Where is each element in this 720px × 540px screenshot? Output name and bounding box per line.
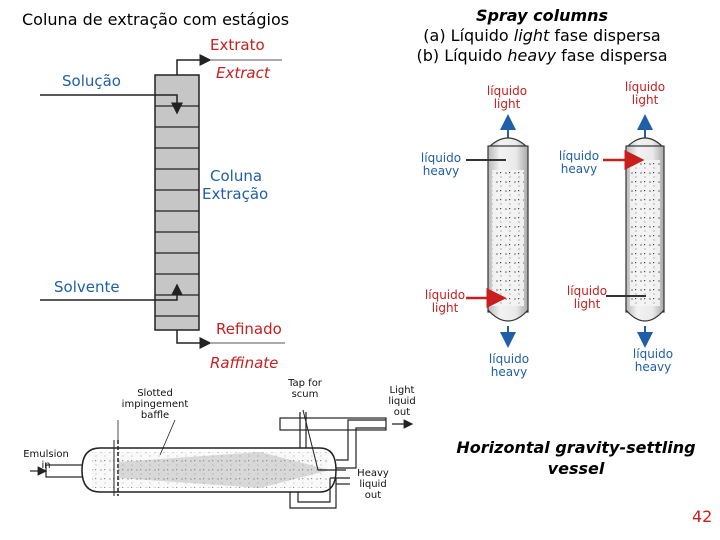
vessel-emulsion-label xyxy=(20,449,72,471)
spray-line-b-em: heavy xyxy=(507,46,557,65)
vessel-slotted-label xyxy=(118,388,192,421)
vessel-emulsion-l2: in xyxy=(41,460,51,471)
spray-line-a-post: fase dispersa xyxy=(549,26,661,45)
spray-line-a-em: light xyxy=(513,26,550,45)
vessel-emulsion-l1: Emulsion xyxy=(23,449,69,460)
label-refinado: Refinado xyxy=(216,320,282,338)
label-raffinate: Raffinate xyxy=(210,354,279,372)
left-title: Coluna de extração com estágios xyxy=(22,10,290,29)
spray-column-b xyxy=(603,116,664,346)
col-b-side-bot-label xyxy=(562,285,612,311)
vessel-light-l1: Light xyxy=(389,385,415,396)
col-a-bottom-l1: líquido xyxy=(488,352,530,366)
vessel-caption-l1: Horizontal gravity-settling xyxy=(456,438,696,457)
spray-title: Spray columns xyxy=(475,6,609,25)
page-number: 42 xyxy=(692,507,713,526)
vessel-light-l3: out xyxy=(393,407,411,418)
vessel-caption-l2: vessel xyxy=(547,459,605,478)
vessel-slotted-l3: baffle xyxy=(140,410,170,421)
col-a-side-top-l1: líquido xyxy=(420,151,462,165)
vessel-light-l2: liquid xyxy=(388,396,416,407)
label-coluna xyxy=(202,167,269,203)
label-coluna-l1: Coluna xyxy=(210,167,263,185)
col-a-side-top-label xyxy=(416,152,466,178)
spray-line-a-pre: (a) Líquido xyxy=(423,26,514,45)
col-a-top-l2: light xyxy=(493,97,521,111)
vessel-slotted-l1: Slotted xyxy=(137,388,173,399)
label-extract: Extract xyxy=(216,64,270,82)
col-a-side-top-l2: heavy xyxy=(422,164,460,178)
spray-line-a xyxy=(392,26,692,46)
col-b-side-top-l2: heavy xyxy=(560,162,598,176)
col-b-bottom-l2: heavy xyxy=(634,360,672,374)
col-a-side-bot-l1: líquido xyxy=(424,288,466,302)
spray-header xyxy=(392,6,692,66)
col-b-side-top-label xyxy=(554,150,604,176)
col-b-side-bot-l2: light xyxy=(573,297,601,311)
spray-line-b-pre: (b) Líquido xyxy=(416,46,508,65)
vessel-heavy-l3: out xyxy=(364,490,382,501)
label-extrato: Extrato xyxy=(210,36,265,54)
col-b-bottom-l1: líquido xyxy=(632,347,674,361)
label-solvente: Solvente xyxy=(54,278,120,296)
vessel-heavy-l1: Heavy xyxy=(357,468,389,479)
vessel-tap-label xyxy=(282,378,328,400)
spray-line-b-post: fase dispersa xyxy=(556,46,668,65)
label-coluna-l2: Extração xyxy=(202,185,269,203)
col-a-top-label xyxy=(482,85,532,111)
vessel-light-label xyxy=(384,385,420,418)
vessel-heavy-l2: liquid xyxy=(359,479,387,490)
spray-column-a xyxy=(466,116,528,346)
spray-line-b xyxy=(392,46,692,66)
label-solucao: Solução xyxy=(62,72,121,90)
vessel-caption xyxy=(440,437,712,479)
col-a-bottom-l2: heavy xyxy=(490,365,528,379)
vessel-tap-l1: Tap for xyxy=(288,378,322,389)
col-b-side-top-l1: líquido xyxy=(558,149,600,163)
col-b-bottom-label xyxy=(628,348,678,374)
vessel-tap-l2: scum xyxy=(291,389,319,400)
col-b-top-l1: líquido xyxy=(624,80,666,94)
vessel-slotted-l2: impingement xyxy=(121,399,189,410)
col-a-bottom-label xyxy=(484,353,534,379)
col-b-side-bot-l1: líquido xyxy=(566,284,608,298)
vessel-heavy-label xyxy=(352,468,394,501)
col-b-top-l2: light xyxy=(631,93,659,107)
col-a-side-bot-l2: light xyxy=(431,301,459,315)
col-a-side-bot-label xyxy=(420,289,470,315)
col-b-top-label xyxy=(620,81,670,107)
col-a-top-l1: líquido xyxy=(486,84,528,98)
